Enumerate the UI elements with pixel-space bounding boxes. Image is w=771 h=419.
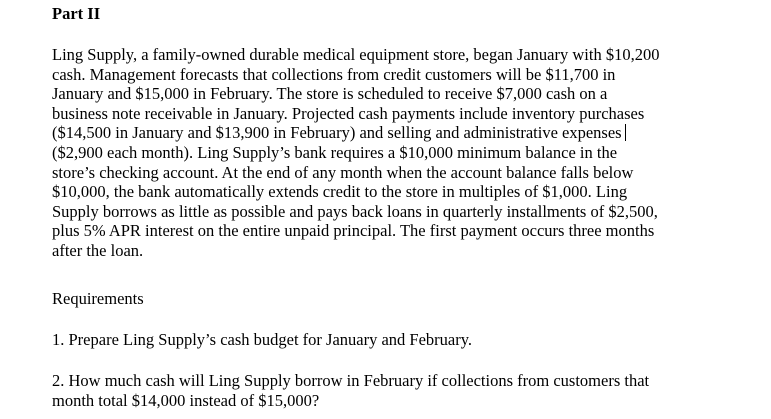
requirement-1-text: 1. Prepare Ling Supply’s cash budget for January and February. [52, 330, 473, 349]
requirement-2-line: month total $14,000 instead of $15,000? [52, 390, 320, 410]
requirements-heading [52, 289, 144, 309]
intro-line-with-cursor [52, 123, 659, 143]
intro-line: cash. Management forecasts that collections from credit customers will be $11,700 in [52, 64, 616, 84]
intro-line: Ling Supply, a family-owned durable medical equipment store, began January with $10,200 [52, 45, 660, 64]
intro-line: plus 5% APR interest on the entire unpaid principal. The first payment occurs three months [52, 221, 655, 241]
intro-line: ($14,500 in January and $13,900 in February) and selling and administrative expenses [52, 123, 622, 143]
intro-line: store’s checking account. At the end of any month when the account balance falls below [52, 162, 634, 182]
requirements-heading-text: Requirements [52, 289, 144, 308]
part-title: Part II [52, 4, 101, 23]
requirement-2-line: 2. How much cash will Ling Supply borrow in February if collections from customers that [52, 371, 650, 390]
intro-line: after the loan. [52, 240, 144, 260]
requirement-1 [52, 330, 472, 350]
intro-paragraph [52, 45, 659, 261]
intro-line: $10,000, the bank automatically extends credit to the store in multiples of $1,000. Ling [52, 182, 628, 202]
text-cursor [625, 124, 626, 141]
intro-line: ($2,900 each month). Ling Supply’s bank requires a $10,000 minimum balance in the [52, 142, 618, 162]
intro-line: January and $15,000 in February. The store is scheduled to receive $7,000 cash on a [52, 84, 608, 104]
intro-line: business note receivable in January. Projected cash payments include inventory purchases [52, 103, 645, 123]
requirement-2 [52, 371, 649, 410]
intro-line: Supply borrows as little as possible and pays back loans in quarterly installments of $2,500, [52, 201, 658, 221]
